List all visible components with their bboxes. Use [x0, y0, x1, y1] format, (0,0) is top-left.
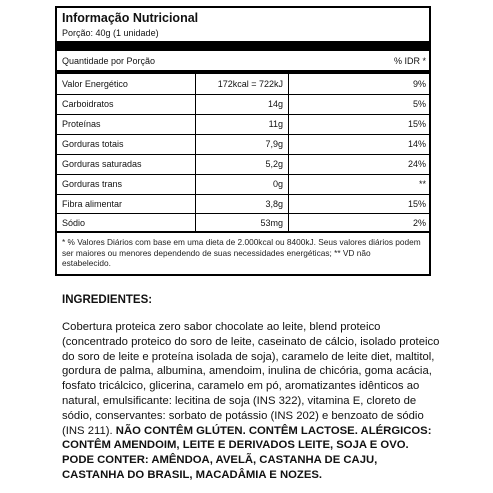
thick-divider [57, 41, 429, 51]
nutrition-table [55, 6, 431, 276]
table-row [57, 134, 429, 154]
row-amount: 7,9g [265, 139, 283, 149]
row-name: Gorduras saturadas [62, 159, 142, 169]
header-idr: % IDR * [393, 56, 426, 66]
table-row [57, 94, 429, 114]
ingredients-list: Cobertura proteica zero sabor chocolate ao leite, blend proteico (concentrado proteico do soro de leite, caseinato de cálcio, isolado proteico do soro de leite e proteína isolada de soja), caramelo de leite diet, maltitol, gordura de palma, albumina, amendoim, inulina de chicória, goma acácia, fosfato tricálcico, glicerina, caramelo em pó, aromatizantes idênticos ao natural, emulsificante: lecitina de soja (INS 322), vitamina E, cloreto de sódio, conservantes: sorbato de potássio (INS 202) e benzoato de sódio (INS 211). [62, 321, 440, 437]
row-dv: 14% [407, 139, 426, 149]
row-name: Sódio [62, 218, 86, 228]
row-amount: 11g [268, 119, 283, 129]
footnote: * % Valores Diários com base em uma dieta de 2.000kcal ou 8400kJ. Seus valores diários podem ser maiores ou menores dependendo de suas necessidades energéticas; ** VD não estabelecido. [62, 237, 421, 268]
row-amount: 14g [267, 99, 283, 109]
row-dv: ** [418, 179, 426, 189]
nutrition-title: Informação Nutricional [62, 11, 199, 25]
row-dv: 15% [407, 199, 426, 209]
table-row [57, 114, 429, 134]
table-row [57, 154, 429, 174]
row-dv: 15% [407, 119, 426, 129]
row-name: Valor Energético [62, 79, 128, 89]
row-dv: 2% [412, 218, 426, 228]
row-amount: 3,8g [265, 199, 283, 209]
table-row [57, 213, 429, 233]
footnote-divider [57, 231, 429, 233]
row-dv: 5% [412, 99, 426, 109]
row-name: Carboidratos [62, 99, 114, 109]
table-row [57, 74, 429, 94]
row-amount: 53mg [260, 218, 283, 228]
row-amount: 0g [272, 179, 283, 189]
row-name: Proteínas [62, 119, 101, 129]
table-row [57, 174, 429, 194]
row-dv: 24% [407, 159, 426, 169]
table-row [57, 194, 429, 214]
ingredients-heading: INGREDIENTES: [62, 294, 153, 306]
table-header [57, 51, 429, 71]
row-amount: 172kcal = 722kJ [217, 79, 283, 89]
row-name: Gorduras trans [62, 179, 123, 189]
header-amount-per-portion: Quantidade por Porção [62, 56, 156, 66]
row-name: Gorduras totais [62, 139, 124, 149]
row-dv: 9% [412, 79, 426, 89]
allergen-warning: NÃO CONTÊM GLÚTEN. CONTÊM LACTOSE. ALÉRGICOS: CONTÊM AMENDOIM, LEITE E DERIVADOS LEITE, SOJA E OVO. PODE CONTER: AMÊNDOA, AVELÃ, CASTANHA DE CAJU, CASTANHA DO BRASIL, MACADÂMIA E NOZES. [62, 424, 432, 481]
ingredients-text [62, 320, 442, 483]
row-name: Fibra alimentar [62, 199, 123, 209]
row-amount: 5,2g [265, 159, 283, 169]
portion-size: Porção: 40g (1 unidade) [62, 28, 159, 38]
